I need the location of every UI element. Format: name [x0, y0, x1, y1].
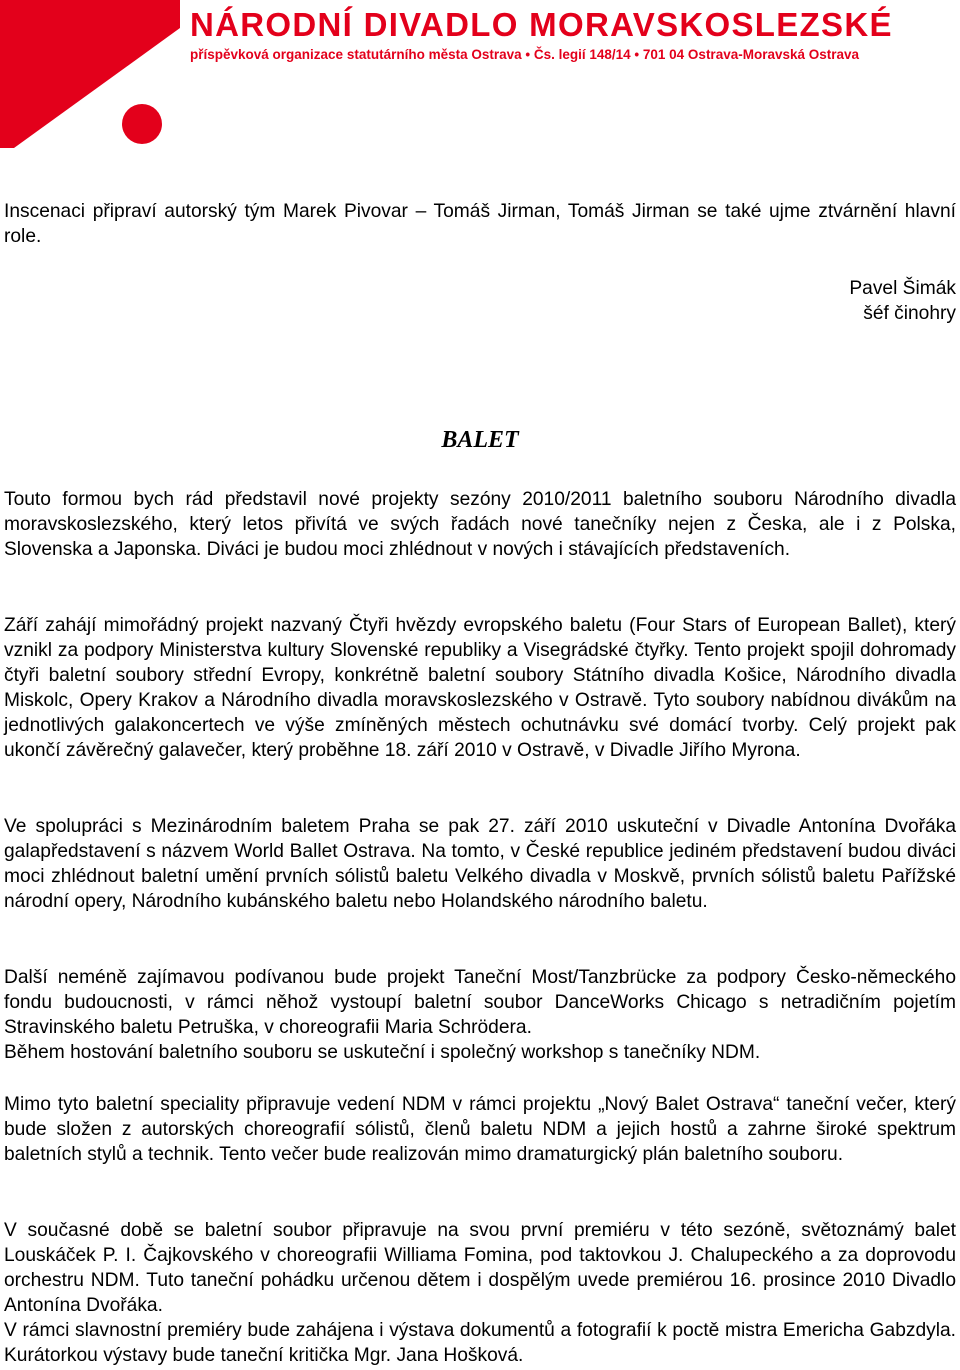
ballet-paragraph: Během hostování baletního souboru se uskuteční i společný workshop s tanečníky NDM.: [4, 1042, 761, 1063]
signature-role: šéf činohry: [863, 303, 956, 324]
organization-address: příspěvková organizace statutárního města Ostrava • Čs. legií 148/14 • 701 04 Ostrava-Moravská Ostrava: [190, 47, 860, 62]
ballet-paragraph: V rámci slavnostní premiéry bude zahájena i výstava dokumentů a fotografií k poctě mistra Emericha Gabzdyla. Kurátorkou výstavy bude taneční kritička Mgr. Jana Hošková.: [4, 1320, 956, 1366]
ballet-paragraph: Další neméně zajímavou podívanou bude projekt Taneční Most/Tanzbrücke za podpory Česko-německého fondu budoucnosti, v rámci něhož vystoupí baletní soubor DanceWorks Chicago s netradičním pojetím Stravinského baletu Petruška, v choreografii Maria Schrödera.: [4, 967, 956, 1038]
ballet-paragraph: V současné době se baletní soubor připravuje na svou první premiéru v této sezóně, světoznámý balet Louskáček P. I. Čajkovského v choreografii Williama Fomina, pod taktovkou J. Chalupeckého a za doprovodu orchestru NDM. Tuto taneční pohádku určenou dětem i dospělým uvede premiérou 16. prosince 2010 Divadlo Antonína Dvořáka.: [4, 1220, 956, 1316]
intro-paragraph: Inscenaci připraví autorský tým Marek Pivovar – Tomáš Jirman, Tomáš Jirman se také ujme ztvárnění hlavní role.: [4, 201, 956, 247]
ballet-paragraph: Září zahájí mimořádný projekt nazvaný Čtyři hvězdy evropského baletu (Four Stars of European Ballet), který vznikl za podpory Ministerstva kultury Slovenské republiky a Visegrádské čtyřky. Tento projekt spojil dohromady čtyři baletní soubory střední Evropy, konkrétně baletní soubory Státního divadla Košice, Národního divadla Miskolc, Opery Krakov a Národního divadla moravskoslezského v Ostravě. Tyto soubory nabídnou divákům na jednotlivých galakoncertech ve výše zmíněných městech ochutnávku své domácí tvorby. Celý projekt pak ukončí závěrečný galavečer, který proběhne 18. září 2010 v Ostravě, v Divadle Jiřího Myrona.: [4, 615, 956, 761]
ballet-paragraph: Ve spolupráci s Mezinárodním baletem Praha se pak 27. září 2010 uskuteční v Divadle Antonína Dvořáka galapředstavení s názvem World Ballet Ostrava. Na tomto, v České republice jediném představení budou diváci moci zhlédnout baletní umění prvních sólistů baletu Velkého divadla v Moskvě, prvních sólistů baletu Pařížské národní opery, Národního kubánského baletu nebo Holandského národního baletu.: [4, 816, 956, 912]
signature-name: Pavel Šimák: [849, 278, 956, 299]
section-title: BALET: [441, 427, 519, 453]
signature-block: [849, 276, 956, 326]
ballet-paragraph: Touto formou bych rád představil nové projekty sezóny 2010/2011 baletního souboru Národního divadla moravskoslezského, který letos přivítá ve svých řadách nové tanečníky nejen z Česka, ale i z Polska, Slovenska a Japonska. Diváci je budou moci zhlédnout v nových i stávajících představeních.: [4, 489, 956, 560]
theatre-logo-icon: [0, 0, 180, 160]
letterhead: [0, 0, 960, 190]
organization-name: NÁRODNÍ DIVADLO MORAVSKOSLEZSKÉ: [190, 6, 893, 43]
ballet-paragraph: Mimo tyto baletní speciality připravuje vedení NDM v rámci projektu „Nový Balet Ostrava“ taneční večer, který bude složen z autorských choreografií sólistů, členů baletu NDM a jejich hostů a zahrne široké spektrum baletních stylů a technik. Tento večer bude realizován mimo dramaturgický plán baletního souboru.: [4, 1094, 956, 1165]
